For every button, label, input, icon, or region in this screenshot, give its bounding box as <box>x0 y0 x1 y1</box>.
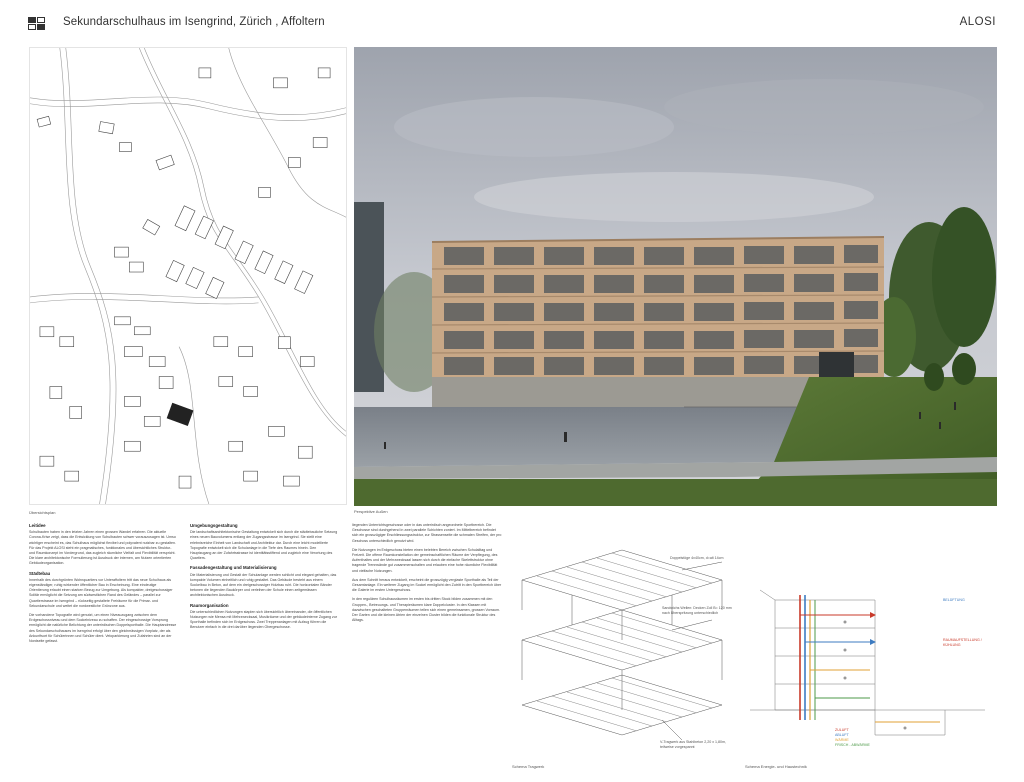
legend-item-abluft: ABLUFT <box>835 733 849 737</box>
heading-umgebung: Umgebungsgestaltung <box>190 523 238 528</box>
project-codename: ALOSI <box>959 16 996 28</box>
energy-diagram <box>745 560 990 760</box>
structure-label-mid: Sandwichs Wellen: Decken Zoll B= 120 mm nach Überspritzung unterschiedlich <box>662 606 732 615</box>
paragraph: Innerhalb des durchgrünten Wohnquartiers vor Unteraffoltern tritt das neue Schulhaus als eigenständiger, ruhig wirkender öffentlicher Bau in Erscheinung. Eine eindeutige Orientierung erlaubt einen starken Bezug zur Umgebung. Als kompakter, dreigeschossiger Solitär ermöglicht die Setzung am südwestlichen Rand des Geländes – parallel zur Quartierstrasse im Isengrind – rückseitig gestaltete Freiräume für die Primar- und Sekundarschule und weitet die nordwestliche Grünzone aus. <box>29 577 173 608</box>
paragraph: Die landschaftsarchitektonische Gestaltung entwickelt sich durch die städtebauliche Setzung eines neuen Bauvolumens entlang der Zugangsstrasse im Isengrind. Sie stellt eine erlebnisreiche Einheit von Landschaft und Architektur dar. Durch eine leicht modellierte Topografie entwickelt sich die Schulanlage in die Tiefe des Raumes hinein. Den Hauptzugang an der Zufahrtsstrasse ist identitätsstiftend und zugleich eine Verortung des Quartiers. <box>190 530 338 561</box>
text-column-1 <box>29 523 177 648</box>
legend-item-frisch: FRISCH - ABWÄRME <box>835 743 870 747</box>
paragraph: Die unterschiedlichen Nutzungen staplen sich übersichtlich übereinander, die öffentlichen Nutzungen wie Mensa mit Mehrzwecksaal, Musikräume und der gebäudeinterne Zugang zur Sporthalle befinden sich im Erdgeschoss. Zwei Treppenanlagen mit Aufzug führen die Benutzer einfach in die drei darüber liegenden Obergeschosse. <box>190 609 338 630</box>
heading-staedtebau: Städtebau <box>29 570 51 576</box>
render-caption: Perspektive Außen <box>354 509 388 514</box>
paragraph: Aus dem Schnitt heraus entwickelt, erscheint die grosszügig verglaste Sporthalle als Teil der Gesamtanlage. Ein weiterer Zugang im Sockel ermöglicht den Zutritt in den Sportbereich über die Galerie im ersten Untergeschoss. <box>352 577 502 593</box>
structure-label-top: Doppelstöge 4x40cm, d=alt 14cm <box>670 556 724 560</box>
exterior-perspective-render <box>354 47 997 506</box>
legend-item-waerme: WÄRME <box>835 738 849 742</box>
structure-caption: Schema Tragwerk <box>512 764 545 769</box>
paragraph: In den regulären Schulhausräumen im ersten bis dritten Stock bilden zusammen mit den Gruppen-, Betreuungs- und Therapieräumen klare Doppelcluster. In den Klassen mit dazwischen geschalteten Gruppenräumen teilen sich einen gemeinsamen, grossen Vorraum. Der Garten und die kleinen Atrien der einzelnen Cluster bilden die funktionale Struktur des Alltags. <box>352 597 501 623</box>
competition-logo-icon <box>28 17 46 31</box>
paragraph: Die vorhandene Topografie wird genutzt, um einen Niveauzugang zwischen dem Erdgeschossniveau und dem Sockelniveau zu schaffen. Der eingeschossige Vorsprung ermöglicht die natürliche Belichtung der unterirdischen Doppelsporthalle. Die Hauptandresse des Sekundarschulhauses im Isengrind erfolgt über den gleichmässigen Vorplatz, der als Ankunftsort für Schülerinnen und Schüler dient. Veloparkierung und Zufahrten sind an der Nordseite gefasst. <box>29 613 177 644</box>
structure-diagram <box>512 540 732 760</box>
paragraph: Schulbauten haben in den letzten Jahren einen grossen Wandel erfahren. Die aktuelle Corona-Krise zeigt, dass die Entwicklung von Schulbauten schwer vorauszusagen ist. Umso wichtiger erscheint es, das Schulhaus möglichst flexibel und polyvalent nutzbar zu gestalten. Für das Projekt ALOSI steht ein pragmatisches, funktionales und übersichtliches Struktur- und Raumkonzept im Vordergrund, das zugleich räumliche Vielfalt und Flexibilität verspricht. Die klare architektonische Formulierung ist Ausdruck der internen, am Nutzen orientierten Gebäudeorganisation. <box>29 530 177 566</box>
energy-legend <box>835 728 870 748</box>
text-column-3 <box>352 523 502 627</box>
energy-label-belueftung: BELÜFTUNG <box>943 598 965 602</box>
site-plan-caption: Übersichtsplan <box>29 510 56 515</box>
site-plan <box>29 47 347 505</box>
project-title: Sekundarschulhaus im Isengrind, Zürich , Affoltern <box>63 16 325 28</box>
text-column-2 <box>190 523 338 635</box>
paragraph: Die Materialisierung und Gestalt der Schulanlage werden schlicht und elegant gehalten, das kompakte Volumen einheitlich und ruhig gestaltet. Das Gebäude besteht aus einem Sockelbau in Beton, auf dem ein dreigeschossiger Holzbau ruht. Die horizontalen Bänder betonen die liegenden Baukörper und verleihen der Schule einen zeitgemässen architektonischen Ausdruck. <box>190 572 337 598</box>
page-header <box>0 0 1024 40</box>
paragraph: Die Nutzungen im Erdgeschoss bieten einen belebten Bereich zwischen Schulalltag und Freizeit. Die offene Raumkonstellation der gemeinschaftlichen Räume der Verpflegung, des Aufenthaltes und der Mehrzwecksaal lassen sich durch die einfache Skelettstruktur ohne tragende Trennwände gut zusammenschalten und erlauben eine hohe räumliche Flexibilität und vielfache Nutzungen. <box>352 547 498 573</box>
energy-label-raumaufstellung: RAUMAUFSTELLUNG / KÜHLUNG <box>943 638 982 647</box>
energy-caption: Schema Energie- und Haustechnik <box>745 764 807 769</box>
heading-fassade: Fassadengestaltung und Materialisierung <box>190 565 277 571</box>
paragraph: liegenden Unterrichtsgeschosse oder in das unterirdisch angeordnete Sportbereich. Die Geschosse sind durchgehend in zwei parallele Schichten zoniert. Im Mittelbereich befindet sich ein grosszügiger Erschliessungsstruktur, zur Strassenseite die schmalen Streifen, der pro Geschoss unterschiedlich genutzt wird. <box>352 523 502 543</box>
heading-leitidee: Leitidee <box>29 523 46 528</box>
structure-label-bottom: V-Tragwerk aus Stahlbeton 2,20 x 1,80m, teilweise vorgespannt <box>660 740 726 749</box>
heading-raumorganisation: Raumorganisation <box>190 602 229 608</box>
legend-item-zuluft: ZULUFT <box>835 728 849 732</box>
